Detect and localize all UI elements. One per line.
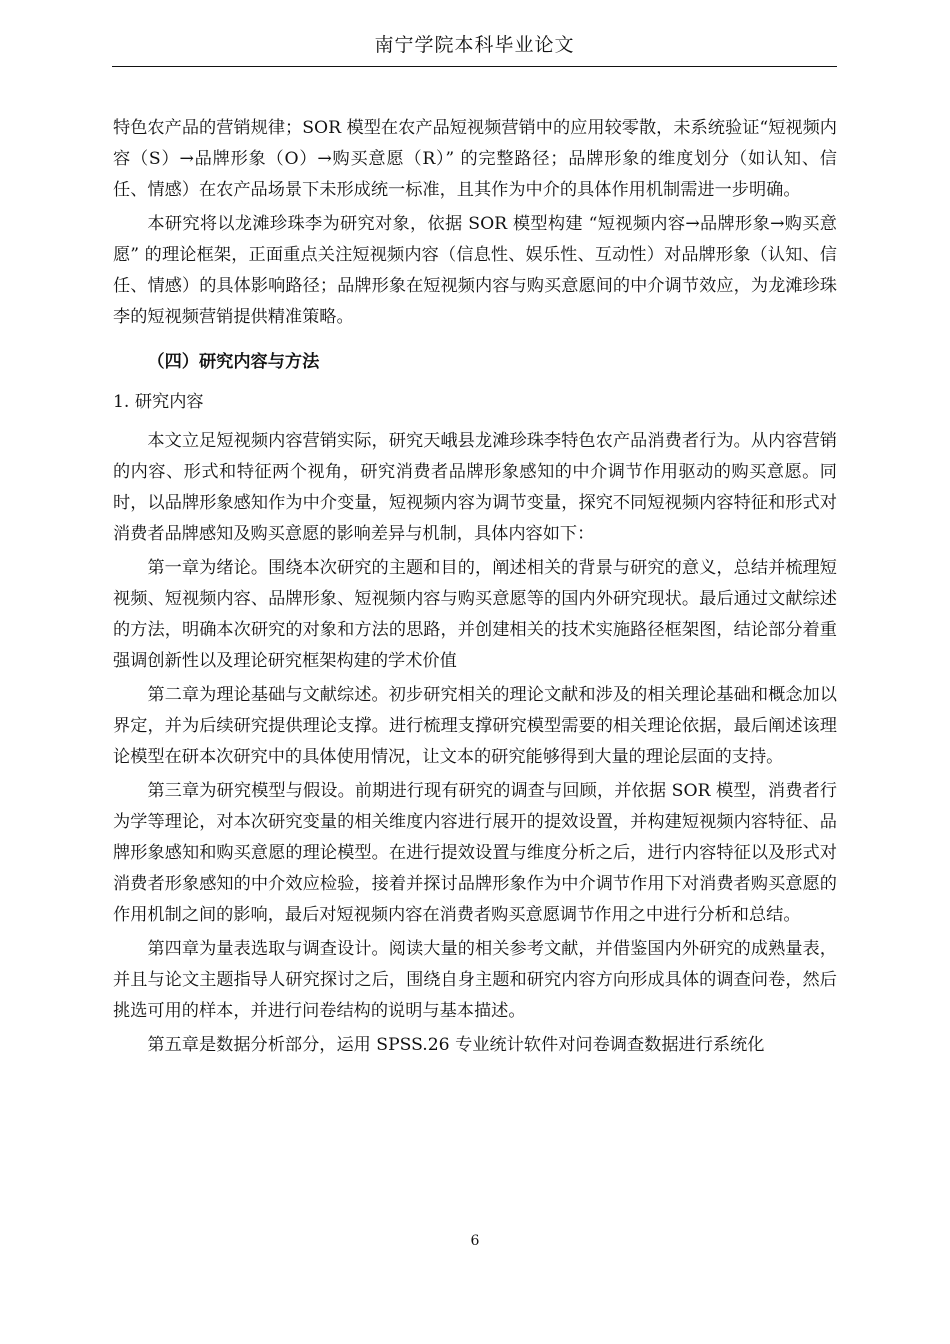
document-body [113,113,837,1064]
paragraph-2: 本研究将以龙滩珍珠李为研究对象，依据 SOR 模型构建 “短视频内容→品牌形象→购买意愿” 的理论框架，正面重点关注短视频内容（信息性、娱乐性、互动性）对品牌形象（认知、信任、情感）的具体影响路径；品牌形象在短视频内容与购买意愿间的中介调节效应，为龙滩珍珠李的短视频营销提供精准策略。 [113,214,837,327]
paragraph-4: 第一章为绪论。围绕本次研究的主题和目的，阐述相关的背景与研究的意义，总结并梳理短视频、短视频内容、品牌形象、短视频内容与购买意愿等的国内外研究现状。最后通过文献综述的方法，明确本次研究的对象和方法的思路，并创建相关的技术实施路径框架图，结论部分着重强调创新性以及理论研究框架构建的学术价值 [113,558,837,671]
subheading: 1. 研究内容 [113,392,204,412]
paragraph-8: 第五章是数据分析部分，运用 SPSS.26 专业统计软件对问卷调查数据进行系统化 [147,1035,765,1055]
paragraph-3: 本文立足短视频内容营销实际，研究天峨县龙滩珍珠李特色农产品消费者行为。从内容营销的内容、形式和特征两个视角，研究消费者品牌形象感知的中介调节作用驱动的购买意愿。同时，以品牌形象感知作为中介变量，短视频内容为调节变量，探究不同短视频内容特征和形式对消费者品牌感知及购买意愿的影响差异与机制，具体内容如下： [113,431,837,544]
paragraph-5: 第二章为理论基础与文献综述。初步研究相关的理论文献和涉及的相关理论基础和概念加以界定，并为后续研究提供理论支撑。进行梳理支撑研究模型需要的相关理论依据，最后阐述该理论模型在研本次研究中的具体使用情况，让文本的研究能够得到大量的理论层面的支持。 [113,685,837,767]
paragraph-7: 第四章为量表选取与调查设计。阅读大量的相关参考文献，并借鉴国内外研究的成熟量表，并且与论文主题指导人研究探讨之后，围绕自身主题和研究内容方向形成具体的调查问卷，然后挑选可用的样本，并进行问卷结构的说明与基本描述。 [113,939,837,1021]
page-number: 6 [470,1233,480,1249]
paragraph-6: 第三章为研究模型与假设。前期进行现有研究的调查与回顾，并依据 SOR 模型，消费者行为学等理论，对本次研究变量的相关维度内容进行展开的提效设置，并构建短视频内容特征、品牌形象感知和购买意愿的理论模型。在进行提效设置与维度分析之后，进行内容特征以及形式对消费者形象感知的中介效应检验，接着并探讨品牌形象作为中介调节作用下对消费者购买意愿的作用机制之间的影响，最后对短视频内容在消费者购买意愿调节作用之中进行分析和总结。 [113,781,837,925]
page-header: 南宁学院本科毕业论文 [112,30,837,67]
section-heading: （四）研究内容与方法 [147,352,320,372]
paragraph-1: 特色农产品的营销规律；SOR 模型在农产品短视频营销中的应用较零散，未系统验证“短视频内容（S）→品牌形象（O）→购买意愿（R）” 的完整路径；品牌形象的维度划分（如认知、信任、情感）在农产品场景下未形成统一标准，且其作为中介的具体作用机制需进一步明确。 [113,118,837,200]
